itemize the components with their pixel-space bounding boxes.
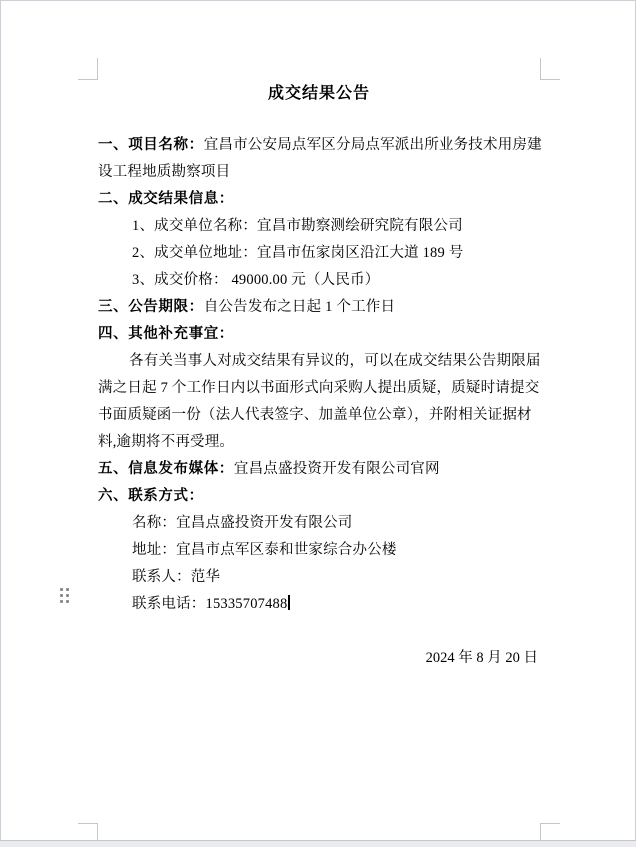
text-segment: 料,逾期将不再受理。 bbox=[98, 434, 235, 450]
text-segment: 地址：宜昌市点军区泰和世家综合办公楼 bbox=[132, 542, 397, 558]
line-project-name-1[interactable] bbox=[98, 132, 540, 159]
text-segment: 联系电话：15335707488 bbox=[132, 596, 288, 612]
line-winner-name[interactable] bbox=[98, 213, 540, 240]
line-contact-address[interactable] bbox=[98, 537, 540, 564]
margin-crop-mark-top-right bbox=[540, 58, 560, 80]
bold-text-segment: 六、联系方式： bbox=[98, 488, 204, 504]
text-segment: 宜昌点盛投资开发有限公司官网 bbox=[233, 461, 440, 477]
line-supplement-2[interactable] bbox=[98, 375, 540, 402]
drag-handle-icon[interactable] bbox=[60, 588, 69, 603]
line-supplement-3[interactable] bbox=[98, 402, 540, 429]
line-project-name-2[interactable] bbox=[98, 159, 540, 186]
margin-crop-mark-top-left bbox=[78, 58, 98, 80]
date-line[interactable]: 2024 年 8 月 20 日 bbox=[425, 650, 538, 666]
text-segment: 3、成交价格： 49000.00 元（人民币） bbox=[132, 272, 380, 288]
text-segment: 设工程地质勘察项目 bbox=[98, 164, 231, 180]
line-winner-address[interactable] bbox=[98, 240, 540, 267]
bold-text-segment: 五、信息发布媒体： bbox=[98, 461, 234, 477]
text-segment: 联系人：范华 bbox=[132, 569, 221, 585]
line-contact-person[interactable] bbox=[98, 564, 540, 591]
bold-text-segment: 一、项目名称： bbox=[98, 137, 204, 153]
text-segment: 2、成交单位地址：宜昌市伍家岗区沿江大道 189 号 bbox=[132, 245, 464, 261]
text-segment: 名称：宜昌点盛投资开发有限公司 bbox=[132, 515, 353, 531]
text-segment: 书面质疑函一份（法人代表签字、加盖单位公章），并附相关证据材 bbox=[98, 407, 532, 423]
line-announcement-period[interactable] bbox=[98, 294, 540, 321]
line-publish-media[interactable] bbox=[98, 456, 540, 483]
line-result-info-heading[interactable] bbox=[98, 186, 540, 213]
line-contact-name[interactable] bbox=[98, 510, 540, 537]
line-contact-heading[interactable] bbox=[98, 483, 540, 510]
document-body[interactable] bbox=[98, 132, 540, 618]
bold-text-segment: 三、公告期限： bbox=[98, 299, 204, 315]
text-segment: 各有关当事人对成交结果有异议的，可以在成交结果公告期限届 bbox=[129, 353, 541, 369]
bold-text-segment: 二、成交结果信息： bbox=[98, 191, 234, 207]
line-supplement-heading[interactable] bbox=[98, 321, 540, 348]
line-winner-price[interactable] bbox=[98, 267, 540, 294]
text-segment: 自公告发布之日起 1 个工作日 bbox=[203, 299, 396, 315]
text-segment: 满之日起 7 个工作日内以书面形式向采购人提出质疑，质疑时请提交 bbox=[98, 380, 540, 396]
text-cursor bbox=[288, 595, 290, 610]
text-segment: 宜昌市公安局点军区分局点军派出所业务技术用房建 bbox=[203, 137, 542, 153]
document-title[interactable]: 成交结果公告 bbox=[267, 85, 370, 102]
line-contact-phone[interactable] bbox=[98, 591, 540, 618]
bold-text-segment: 四、其他补充事宜： bbox=[98, 326, 234, 342]
text-segment: 1、成交单位名称：宜昌市勘察测绘研究院有限公司 bbox=[132, 218, 463, 234]
app-background-strip bbox=[0, 841, 636, 847]
line-supplement-1[interactable] bbox=[98, 348, 540, 375]
line-supplement-4[interactable] bbox=[98, 429, 540, 456]
